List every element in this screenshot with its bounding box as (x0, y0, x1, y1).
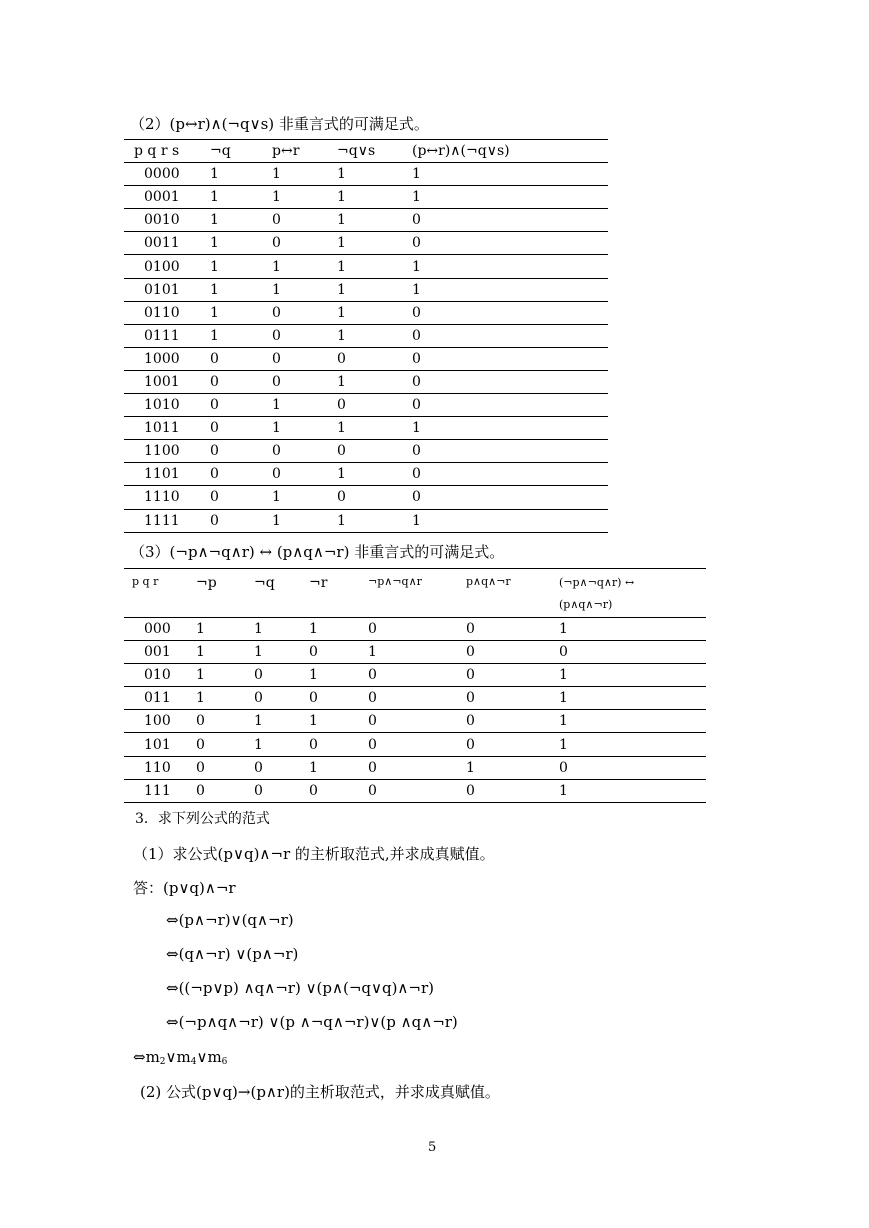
table-cell: 1110 (144, 489, 180, 506)
table-cell: 111 (144, 782, 171, 799)
table-cell: 1 (210, 304, 219, 321)
table-row (124, 324, 608, 347)
subscript: 2 (159, 1057, 166, 1067)
table-cell: 1 (272, 189, 281, 206)
table-cell: 0 (466, 667, 475, 684)
table-row (124, 209, 608, 232)
table-cell: 1000 (144, 350, 180, 367)
column-header: p↔r (272, 143, 300, 160)
table-row (124, 301, 608, 324)
table-cell: 0 (412, 443, 421, 460)
table-row (124, 664, 706, 687)
table-cell: 0 (272, 304, 281, 321)
table-cell: 1 (337, 189, 346, 206)
result-part: ∨m (196, 1048, 222, 1066)
table-cell: 0 (368, 759, 377, 776)
table-cell: 1 (196, 690, 205, 707)
table-cell: 1 (337, 166, 346, 183)
table-cell: 0 (254, 667, 263, 684)
question-1: （1）求公式(p∨q)∧¬r 的主析取范式,并求成真赋值。 (133, 845, 495, 863)
table-cell: 0 (412, 212, 421, 229)
table-cell: 101 (144, 736, 171, 753)
table-cell: 0 (337, 397, 346, 414)
table-cell: 110 (144, 759, 171, 776)
table-row (124, 486, 608, 509)
table-cell: 1 (272, 420, 281, 437)
table-cell: 0 (196, 736, 205, 753)
header-line-1: (¬p∧¬q∧r) ↔ (559, 576, 635, 589)
result-part: ⇔m (133, 1048, 160, 1066)
table-row (124, 255, 608, 278)
table-cell: 1 (309, 713, 318, 730)
column-header: p q r (132, 575, 159, 588)
table-cell: 0 (254, 690, 263, 707)
table-cell: 1 (210, 281, 219, 298)
table-cell: 001 (144, 644, 171, 661)
table-cell: 0 (337, 350, 346, 367)
table-cell: 1 (337, 212, 346, 229)
result-part: ∨m (165, 1048, 191, 1066)
derivation-result (133, 1048, 227, 1067)
table-cell: 0 (559, 644, 568, 661)
table-cell: 1 (272, 397, 281, 414)
answer-label: 答：(p∨q)∧¬r (133, 879, 236, 897)
table-cell: 1 (210, 189, 219, 206)
table-cell: 0 (412, 373, 421, 390)
table-cell: 0 (412, 466, 421, 483)
table-cell: 100 (144, 713, 171, 730)
table-cell: 0 (309, 736, 318, 753)
table-cell: 1 (337, 327, 346, 344)
table-cell: 0 (466, 713, 475, 730)
table-row (124, 163, 608, 186)
table-cell: 0 (412, 304, 421, 321)
table-cell: 1 (412, 281, 421, 298)
table-cell: 0 (309, 782, 318, 799)
table-cell: 0 (210, 443, 219, 460)
table-row (124, 733, 706, 756)
table-cell: 0 (412, 235, 421, 252)
column-header-equivalence (559, 569, 706, 618)
table-cell: 1 (309, 667, 318, 684)
table-cell: 0 (466, 782, 475, 799)
table-cell: 0000 (144, 166, 180, 183)
table-cell: 1 (559, 667, 568, 684)
table-row (124, 417, 608, 440)
table-cell: 1 (272, 512, 281, 529)
table-cell: 1100 (144, 443, 180, 460)
table-cell: 0 (210, 466, 219, 483)
table-cell: 0 (196, 713, 205, 730)
table-header-row (124, 569, 706, 618)
table-row (124, 370, 608, 393)
table-cell: 1 (368, 644, 377, 661)
table-cell: 0 (559, 759, 568, 776)
table-cell: 000 (144, 621, 171, 638)
table-cell: 1 (559, 621, 568, 638)
table-row (124, 509, 608, 532)
table-cell: 0 (368, 621, 377, 638)
table-cell: 0 (309, 644, 318, 661)
table-cell: 0 (466, 690, 475, 707)
table-cell: 1 (254, 644, 263, 661)
table-cell: 011 (144, 690, 171, 707)
table-cell: 0 (272, 212, 281, 229)
table-cell: 0010 (144, 212, 180, 229)
derivation-step: ⇔((¬p∨p) ∧q∧¬r) ∨(p∧(¬q∨q)∧¬r) (166, 979, 435, 997)
derivation-step: ⇔(p∧¬r)∨(q∧¬r) (166, 911, 294, 929)
column-header: p q r s (134, 143, 180, 160)
table-row (124, 710, 706, 733)
table-cell: 1 (254, 621, 263, 638)
column-header: (p↔r)∧(¬q∨s) (412, 143, 510, 160)
table-cell: 0 (412, 397, 421, 414)
subscript: 6 (221, 1057, 228, 1067)
table-cell: 0 (337, 489, 346, 506)
column-header: ¬r (309, 575, 328, 591)
table-cell: 0 (272, 466, 281, 483)
table-cell: 0 (272, 350, 281, 367)
derivation-step: ⇔(q∧¬r) ∨(p∧¬r) (166, 945, 299, 963)
table-cell: 1 (309, 759, 318, 776)
table-row (124, 756, 706, 779)
column-header: ¬q (210, 143, 231, 160)
table-row (124, 232, 608, 255)
table-cell: 0 (368, 782, 377, 799)
table-cell: 0 (210, 420, 219, 437)
table-cell: 0 (210, 373, 219, 390)
table-row (124, 394, 608, 417)
table2-caption: （3）(¬p∧¬q∧r) ↔ (p∧q∧¬r) 非重言式的可满足式。 (130, 543, 505, 561)
table-cell: 0 (368, 667, 377, 684)
table-cell: 1 (337, 373, 346, 390)
truth-table-2 (124, 568, 706, 803)
table-row (124, 463, 608, 486)
table-cell: 1 (210, 212, 219, 229)
table-row (124, 278, 608, 301)
table-cell: 1111 (144, 512, 180, 529)
header-line-2: (p∧q∧¬r) (559, 598, 613, 611)
table-cell: 1 (337, 512, 346, 529)
column-header: p∧q∧¬r (466, 575, 511, 588)
table-cell: 0 (272, 235, 281, 252)
subscript: 4 (190, 1057, 197, 1067)
table-header-row (124, 140, 608, 163)
table-cell: 0001 (144, 189, 180, 206)
table-cell: 0 (210, 512, 219, 529)
table-cell: 1 (337, 258, 346, 275)
table-cell: 1 (210, 235, 219, 252)
table-cell: 0110 (144, 304, 180, 321)
table-cell: 1 (196, 667, 205, 684)
table-cell: 1 (309, 621, 318, 638)
table-cell: 0 (210, 397, 219, 414)
table-cell: 010 (144, 667, 171, 684)
table-cell: 1 (272, 489, 281, 506)
table-cell: 0 (466, 621, 475, 638)
table-cell: 1 (412, 189, 421, 206)
table-cell: 1 (210, 166, 219, 183)
table-cell: 0100 (144, 258, 180, 275)
table-cell: 1010 (144, 397, 180, 414)
table-cell: 1011 (144, 420, 180, 437)
table-cell: 0 (466, 644, 475, 661)
table-row (124, 618, 706, 641)
table-cell: 0 (337, 443, 346, 460)
table-cell: 0 (254, 782, 263, 799)
table-cell: 0111 (144, 327, 180, 344)
page-number: 5 (428, 1140, 437, 1155)
table-row (124, 186, 608, 209)
derivation-step: ⇔(¬p∧q∧¬r) ∨(p ∧¬q∧¬r)∨(p ∧q∧¬r) (166, 1013, 458, 1031)
table-cell: 1 (210, 327, 219, 344)
table-cell: 1 (254, 713, 263, 730)
table-cell: 0 (210, 489, 219, 506)
table-cell: 1 (210, 258, 219, 275)
table-cell: 0 (368, 736, 377, 753)
table-row (124, 779, 706, 802)
table-cell: 1 (196, 621, 205, 638)
column-header: ¬p∧¬q∧r (368, 575, 422, 588)
table-cell: 0101 (144, 281, 180, 298)
table-cell: 1 (412, 258, 421, 275)
table-cell: 0 (368, 713, 377, 730)
table-cell: 0011 (144, 235, 180, 252)
question-2: (2) 公式(p∨q)→(p∧r)的主析取范式，并求成真赋值。 (140, 1083, 500, 1101)
table-cell: 1 (412, 512, 421, 529)
table-cell: 1 (337, 281, 346, 298)
table-cell: 1 (559, 782, 568, 799)
table-row (124, 347, 608, 370)
table-cell: 0 (196, 759, 205, 776)
table-cell: 0 (272, 373, 281, 390)
table-cell: 0 (412, 489, 421, 506)
table-cell: 0 (412, 350, 421, 367)
table-row (124, 641, 706, 664)
table-cell: 0 (309, 690, 318, 707)
table-cell: 0 (272, 443, 281, 460)
table-cell: 1 (272, 166, 281, 183)
table-cell: 0 (254, 759, 263, 776)
table-row (124, 440, 608, 463)
table-cell: 1 (337, 420, 346, 437)
table-cell: 1 (254, 736, 263, 753)
table-cell: 1 (272, 258, 281, 275)
column-header: ¬q∨s (337, 143, 376, 160)
table-cell: 1001 (144, 373, 180, 390)
section-heading: 3．求下列公式的范式 (135, 811, 270, 827)
table-cell: 0 (210, 350, 219, 367)
table-cell: 1 (412, 166, 421, 183)
table-cell: 1 (196, 644, 205, 661)
table-cell: 1101 (144, 466, 180, 483)
table-cell: 1 (412, 420, 421, 437)
table-cell: 0 (466, 736, 475, 753)
table-row (124, 687, 706, 710)
table-cell: 1 (559, 736, 568, 753)
table-cell: 0 (368, 690, 377, 707)
column-header: ¬p (196, 575, 217, 591)
table-cell: 0 (272, 327, 281, 344)
truth-table-1 (124, 139, 608, 533)
table-cell: 1 (337, 235, 346, 252)
table-cell: 1 (466, 759, 475, 776)
table-cell: 0 (412, 327, 421, 344)
table-cell: 1 (337, 466, 346, 483)
table-cell: 0 (196, 782, 205, 799)
table1-caption: （2）(p↔r)∧(¬q∨s) 非重言式的可满足式。 (130, 115, 429, 133)
table-cell: 1 (272, 281, 281, 298)
table-cell: 1 (559, 690, 568, 707)
table-cell: 1 (337, 304, 346, 321)
table-cell: 1 (559, 713, 568, 730)
column-header: ¬q (254, 575, 275, 591)
